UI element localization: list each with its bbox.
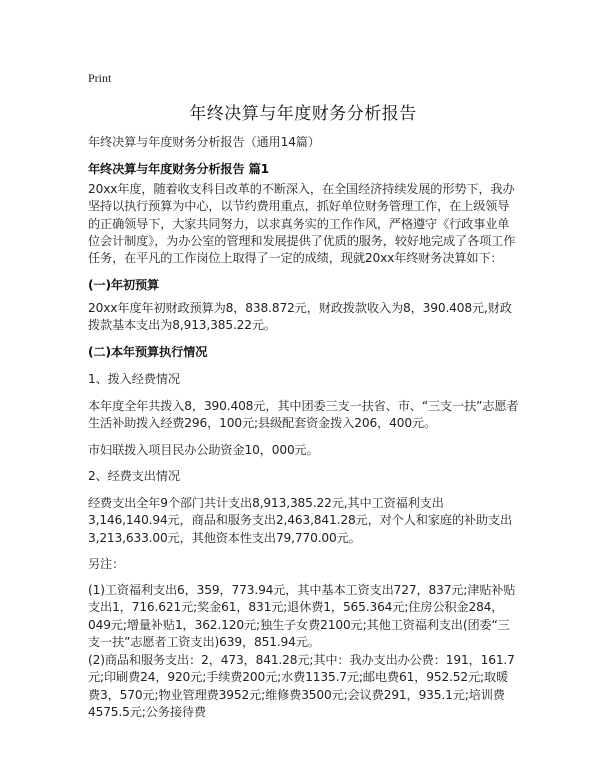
expenditure-paragraph: 经费支出全年9个部门共计支出8,913,385.22元,其中工资福利支出3,146,140.94元，商品和服务支出2,463,841.28元，对个人和家庭的补助支出3,213,633.00元，其他资本性支出79,770.00元。 [88,496,513,545]
print-label: Print [88,71,112,85]
subsection-title-funding: 1、拨入经费情况 [88,372,180,386]
note-label: 另注： [88,557,125,571]
section-heading-budget-execution: (二)本年预算执行情况 [88,345,208,359]
annual-budget-paragraph: 20xx年度年初财政预算为8，838.872元，财政拨款收入为8，390.408元,财政拨款基本支出为8,913,385.22元。 [88,301,512,333]
funding-paragraph: 本年度全年共拨入8，390.408元，其中团委三支一扶省、市、“三支一扶”志愿者生活补助拨入经费296，100元;县级配套资金拨入206，400元。 [88,399,519,431]
document-subtitle: 年终决算与年度财务分析报告（通用14篇） [88,135,320,149]
section-heading-annual-budget: (一)年初预算 [88,278,160,292]
note-goods-services: (2)商品和服务支出：2，473，841.28元;其中：我办支出办公费：191，161.7元;印刷费24，920元;手续费200元;水费1135.7元;邮电费61，952.52元;取暖费3，570元;物业管理费3952元;维修费3500元;会议费291，935.1元;培训费4575.5元;公务接待费 [88,653,515,719]
subsection-title-expenditure: 2、经费支出情况 [88,469,180,483]
note-salary-welfare: (1)工资福利支出6，359，773.94元，其中基本工资支出727，837元;津贴补贴支出1，716.621元;奖金61，831元;退休费1，565.364元;住房公积金284，049元;增量补贴1，362.120元;独生子女费2100元;其他工资福利支出(团委“三支一扶”志愿者工资支出)639，851.94元。 [88,583,516,649]
document-title: 年终决算与年度财务分析报告 [189,104,417,124]
article-heading: 年终决算与年度财务分析报告 篇1 [88,162,269,176]
intro-paragraph: 20xx年度，随着收支科目改革的不断深入，在全国经济持续发展的形势下，我办坚持以执行预算为中心，以节约费用重点，抓好单位财务管理工作，在上级领导的正确领导下，大家共同努力，以求真务实的工作作风，严格遵守《行政事业单位会计制度》，为办公室的管理和发展提供了优质的服务，较好地完成了各项工作任务，在平凡的工作岗位上取得了一定的成绩，现就20xx年终财务决算如下： [88,182,516,266]
womens-federation-paragraph: 市妇联拨入项目民办公助资金10，000元。 [88,443,319,457]
